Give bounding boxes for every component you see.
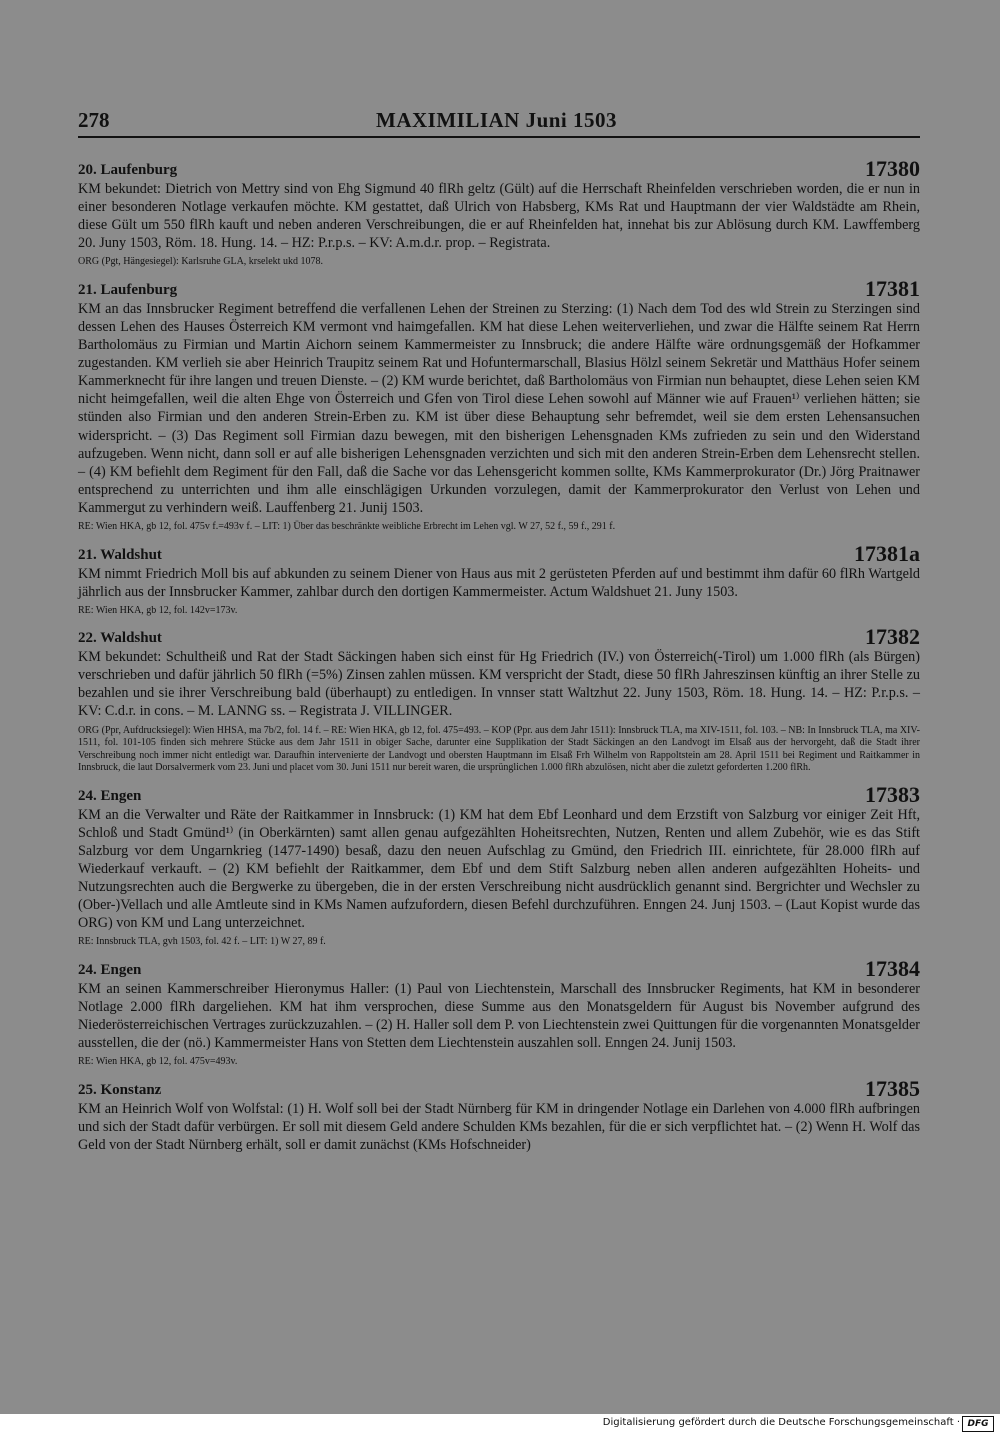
entry-heading (78, 540, 920, 566)
entry-date-place: 21. Laufenburg (78, 281, 178, 298)
entry-heading (78, 626, 920, 648)
entry-sources: RE: Wien HKA, gb 12, fol. 475v=493v. (78, 1056, 238, 1068)
entry-sources: ORG (Pgt, Hängesiegel): Karlsruhe GLA, krselekt ukd 1078. (78, 256, 323, 268)
entry-date-place: 21. Waldshut (78, 546, 162, 563)
entry-heading (78, 955, 920, 981)
regest-entry (78, 781, 920, 949)
entry-number: 17381 (865, 275, 920, 301)
entry-date-place: 22. Waldshut (78, 630, 162, 647)
entry-number: 17382 (865, 624, 920, 650)
entry-text: KM nimmt Friedrich Moll bis auf abkunden zu seinem Diener von Haus aus mit 2 gerüsteten Pferden auf und bestimmt ihm dafür 60 flRh Wartgeld jährlich aus der Innsbrucker Kammer, zahlbar durch den dortigen Kammermeister. Actum Waldshuet 21. Juny 1503. (78, 565, 920, 600)
entry-number: 17384 (865, 955, 920, 981)
entry-number: 17381a (854, 540, 920, 566)
digitization-footer (0, 1414, 1000, 1434)
entry-text: KM an seinen Kammerschreiber Hieronymus Haller: (1) Paul von Liechtenstein, Marschall des Innsbrucker Regiments, hat KM in besonderer Notlage 2.000 flRh dargeliehen. KM hat ihm versprochen, diese Summe aus den Monatsgeldern für August bis November aufgrund des Niederösterreichischen Vertrages zurückzuzahlen. – (2) H. Haller soll dem P. von Liechtenstein zwei Quittungen für die vorgenannten Monatsgelder ausstellen, die der (nö.) Kammermeister Hans von Stetten dem Liechtenstein auszahlen soll. Enngen 24. Junij 1503. (78, 980, 920, 1051)
entry-date-place: 24. Engen (78, 961, 142, 978)
entry-text: KM an Heinrich Wolf von Wolfstal: (1) H. Wolf soll bei der Stadt Nürnberg für KM in dringender Notlage ein Darlehen von 4.000 flRh aufbringen und sich der Stadt dafür verbürgen. Er soll mit diesem Geld andere Schulden KMs bezahlen, für die er sich verpflichtet hat. – (2) Wenn H. Wolf das Geld von der Stadt Nürnberg erhält, soll er damit zunächst (KMs Hofschneider) (78, 1100, 920, 1153)
running-title: MAXIMILIAN Juni 1503 (376, 108, 618, 132)
entry-text: KM an das Innsbrucker Regiment betreffend die verfallenen Lehen der Streinen zu Sterzing: (1) Nach dem Tod des wld Strein zu Sterzingen sind dessen Lehen des Hauses Österreich KM vermont vnd haimgefallen. KM hat diese Lehen weiterverliehen, und zwar die Hälfte seinem Rat Herrn Bartholomäus zu Firmian und Martin Aichorn seinem Kammermeister zu Innsbruck; die andere Hälfte wäre ordnungsgemäß der Hofkammer zugestanden. KM verlieh sie aber Heinrich Traupitz seinem Rat und Hofuntermarschall, Blasius Hölzl seinem Sekretär und Matthäus Hofer seinem Kammerknecht für ihre langen und treuen Dienste. – (2) KM wurde berichtet, daß Bartholomäus von Firmian nun behauptet, diese Lehen seien KM nicht heimgefallen, weil die alten Ehge von Österreich und Gfen von Tirol diese Lehen sowohl auf Männer wie auf Frauen¹⁾ verliehen hätten; sie stünden also Firmian und den anderen Strein-Erben zu. KM ist über diese Behauptung sehr befremdet, weil sie dem ersten Lehensansuchen widerspricht. – (3) Das Regiment soll Firmian dazu bewegen, mit den bisherigen Lehensgnaden KMs zufrieden zu sein und den Widerstand aufzugeben. Wenn nicht, dann soll er auf alle bisherigen Lehensgnaden verzichten und sich mit den anderen Strein-Erben dem Lehensrecht stellen. – (4) KM befiehlt dem Regiment für den Fall, daß die Sache vor das Lehensgericht kommen sollte, KMs Kammerprokurator (Dr.) Jörg Praitnawer entsprechend zu unterrichten und ihm alle einschlägigen Urkunden vorzulegen, damit der Kammerprokurator den Verlust von Lehen und Kammergut zu verhindern weiß. Lauffenberg 21. Junij 1503. (78, 300, 920, 516)
page-number: 278 (78, 108, 110, 132)
entry-number: 17385 (865, 1075, 920, 1101)
dfg-logo: DFG (962, 1416, 994, 1432)
entry-sources: RE: Wien HKA, gb 12, fol. 142v=173v. (78, 604, 238, 616)
page-header (78, 108, 920, 138)
regest-list (78, 158, 920, 1163)
entry-number: 17383 (865, 781, 920, 807)
regest-entry (78, 540, 920, 618)
funding-credit: Digitalisierung gefördert durch die Deutsche Forschungsgemeinschaft · (602, 1417, 960, 1428)
entry-sources: ORG (Ppr, Aufdrucksiegel): Wien HHSA, ma 7b/2, fol. 14 f. – RE: Wien HKA, gb 12, fol. 475=493. – KOP (Ppr. aus dem Jahr 1511): Innsbruck TLA, ma XIV-1511, fol. 103. – NB: In Innsbruck TLA, ma XIV-1511, fol. 101-105 finden sich mehrere Stücke aus dem Jahr 1511 in obiger Sache, darunter eine Supplikation der Stadt Säckingen an den Landvogt im Elsaß aus der hervorgeht, daß die Stadt ihrer Verschreibung noch immer nicht entledigt war. Daraufhin intervenierte der Landvogt und obersten Hauptmann im Elsaß Frh Wilhelm von Rappoltstein am 28. April 1511 bei Regiment und Raitkammer in Innsbruck, die laut Dorsalvermerk vom 23. Juni und placet vom 30. Juni 1511 nur bereit waren, die ursprünglichen 1.000 flRh abzulösen, nicht aber die zuletzt geforderten 1.200 flRh. (78, 724, 920, 774)
entry-text: KM an die Verwalter und Räte der Raitkammer in Innsbruck: (1) KM hat dem Ebf Leonhard und dem Erzstift von Salzburg vor einiger Zeit Hft, Schloß und Stadt Gmünd¹⁾ (in Oberkärnten) samt allen genau aufgezählten Hoheitsrechten, Nutzen, Renten und allem Zubehör, wie es das Stift Salzburg vor dem Ungarnkrieg (1477-1490) besaß, dazu den neuen Aufschlag zu Gmünd, den Friedrich III. einrichtete, für 28.000 flRh auf Wiederkauf verkauft. – (2) KM befiehlt der Raitkammer, dem Ebf und dem Stift Salzburg neben allen anderen aufgezählten Hoheits- und Nutzungsrechten auch die Bergwerke zu übergeben, die in der ersten Verschreibung nicht ausdrücklich genannt sind. Bergrichter und Wechsler zu (Ober-)Vellach und alle Amtleute sind in KMs Namen aufzufordern, diesen Befehl durchzuführen. Enngen 24. Junj 1503. – (Laut Kopist wurde das ORG) von KM und Lang unterzeichnet. (78, 806, 920, 932)
regest-entry (78, 158, 920, 269)
regest-entry (78, 626, 920, 774)
entry-number: 17380 (865, 156, 920, 181)
entry-date-place: 24. Engen (78, 787, 142, 804)
entry-heading (78, 275, 920, 301)
regest-entry (78, 1075, 920, 1154)
regest-entry (78, 955, 920, 1069)
entry-heading (78, 781, 920, 807)
entry-text: KM bekundet: Dietrich von Mettry sind von Ehg Sigmund 40 flRh geltz (Gült) auf die Herrschaft Rheinfelden verschrieben worden, die er nun in einer besonderen Notlage verkaufen möchte. KM gestattet, daß Ulrich von Habsberg, KMs Rat und Hauptmann der vier Waldstädte am Rhein, diese Gült um 550 flRh kauft und neben anderen Verschreibungen, die er auf Rheinfelden hat, innehat bis zur Ablösung durch KM. Lawffemberg 20. Juny 1503, Röm. 18. Hung. 14. – HZ: P.r.p.s. – KV: A.m.d.r. prop. – Registrata. (78, 181, 920, 252)
regest-entry (78, 275, 920, 534)
entry-text: KM bekundet: Schultheiß und Rat der Stadt Säckingen haben sich einst für Hg Friedrich (IV.) von Österreich(-Tirol) um 1.000 flRh (als Bürgen) verschrieben und dafür jährlich 50 flRh (=5%) Zinsen zahlen müssen. KM verspricht der Stadt, diese 50 flRh Jahreszinsen künftig an ihrer Stelle zu bezahlen und sie ihrer Verschreibung bald (überhaupt) zu entledigen. In vnnser statt Waltzhut 22. Juny 1503, Röm. 18. Hung. 14. – HZ: P.r.p.s. – KV: C.d.r. in cons. – M. LANNG ss. – Registrata J. VILLINGER. (78, 649, 920, 720)
entry-date-place: 25. Konstanz (78, 1081, 162, 1098)
entry-sources: RE: Innsbruck TLA, gvh 1503, fol. 42 f. – LIT: 1) W 27, 89 f. (78, 936, 326, 948)
entry-date-place: 20. Laufenburg (78, 162, 178, 178)
entry-heading (78, 1075, 920, 1101)
entry-sources: RE: Wien HKA, gb 12, fol. 475v f.=493v f. – LIT: 1) Über das beschränkte weibliche Erbrecht im Lehen vgl. W 27, 52 f., 59 f., 291 f. (78, 521, 616, 532)
entry-heading (78, 158, 920, 180)
